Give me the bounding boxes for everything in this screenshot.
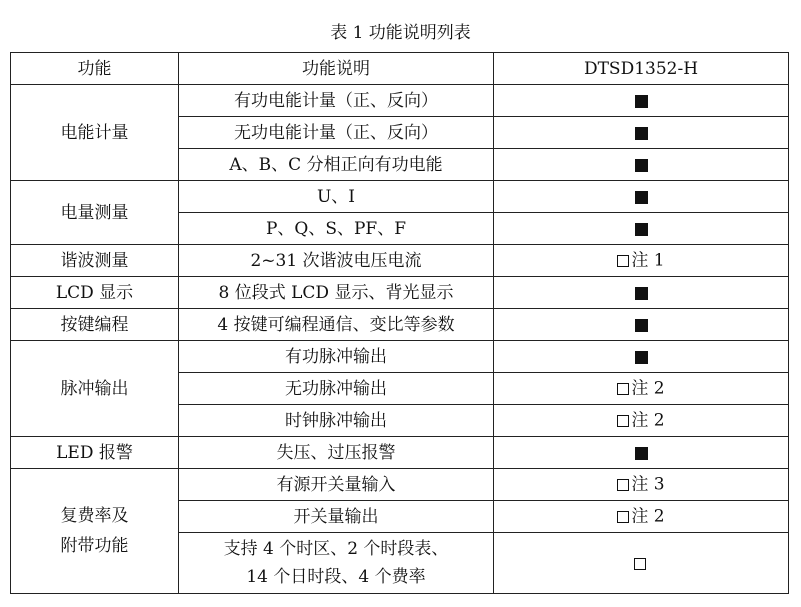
description-cell: 无功脉冲输出 — [179, 373, 494, 405]
table-row — [11, 341, 789, 373]
function-group-cell: 复费率及附带功能 — [11, 469, 179, 594]
supported-mark-icon — [635, 351, 648, 364]
table-caption: 表 1 功能说明列表 — [330, 23, 471, 43]
description-cell: U、I — [179, 181, 494, 213]
support-cell — [494, 245, 789, 277]
support-cell — [494, 405, 789, 437]
optional-mark-icon — [634, 558, 646, 570]
optional-mark-icon — [617, 255, 629, 267]
table-row — [11, 277, 789, 309]
table-row — [11, 469, 789, 501]
description-cell: 支持 4 个时区、2 个时段表、14 个日时段、4 个费率 — [179, 533, 494, 594]
support-cell — [494, 373, 789, 405]
note-label: 注 1 — [631, 250, 665, 271]
description-cell: 有功脉冲输出 — [179, 341, 494, 373]
supported-mark-icon — [635, 287, 648, 300]
support-cell — [494, 501, 789, 533]
table-row — [11, 245, 789, 277]
table-row — [11, 181, 789, 213]
support-cell — [494, 309, 789, 341]
support-cell — [494, 117, 789, 149]
note-label: 注 2 — [631, 378, 665, 399]
description-cell: A、B、C 分相正向有功电能 — [179, 149, 494, 181]
optional-mark-icon — [617, 415, 629, 427]
optional-mark-icon — [617, 511, 629, 523]
note-label: 注 2 — [631, 410, 665, 431]
support-cell — [494, 341, 789, 373]
supported-mark-icon — [635, 447, 648, 460]
header-function: 功能 — [11, 53, 179, 85]
support-cell — [494, 533, 789, 594]
function-group-cell: 脉冲输出 — [11, 341, 179, 437]
description-cell: 有功电能计量（正、反向） — [179, 85, 494, 117]
table-row — [11, 85, 789, 117]
description-cell: 失压、过压报警 — [179, 437, 494, 469]
support-cell — [494, 149, 789, 181]
supported-mark-icon — [635, 159, 648, 172]
description-cell: 无功电能计量（正、反向） — [179, 117, 494, 149]
description-cell: 4 按键可编程通信、变比等参数 — [179, 309, 494, 341]
description-cell: 时钟脉冲输出 — [179, 405, 494, 437]
optional-mark-icon — [617, 479, 629, 491]
header-model: DTSD1352-H — [494, 53, 789, 85]
function-group-cell: 按键编程 — [11, 309, 179, 341]
note-label: 注 2 — [631, 506, 665, 527]
support-cell — [494, 277, 789, 309]
function-group-cell: 电能计量 — [11, 85, 179, 181]
function-group-cell: LED 报警 — [11, 437, 179, 469]
description-cell: 有源开关量输入 — [179, 469, 494, 501]
description-cell: 2~31 次谐波电压电流 — [179, 245, 494, 277]
supported-mark-icon — [635, 95, 648, 108]
function-table — [10, 52, 789, 594]
table-row — [11, 437, 789, 469]
function-group-cell: LCD 显示 — [11, 277, 179, 309]
support-cell — [494, 437, 789, 469]
description-cell: 8 位段式 LCD 显示、背光显示 — [179, 277, 494, 309]
table-row — [11, 309, 789, 341]
supported-mark-icon — [635, 223, 648, 236]
support-cell — [494, 213, 789, 245]
supported-mark-icon — [635, 127, 648, 140]
supported-mark-icon — [635, 319, 648, 332]
support-cell — [494, 85, 789, 117]
optional-mark-icon — [617, 383, 629, 395]
support-cell — [494, 469, 789, 501]
description-cell: 开关量输出 — [179, 501, 494, 533]
description-cell: P、Q、S、PF、F — [179, 213, 494, 245]
header-description: 功能说明 — [179, 53, 494, 85]
support-cell — [494, 181, 789, 213]
table-header-row — [11, 53, 789, 85]
note-label: 注 3 — [631, 474, 665, 495]
supported-mark-icon — [635, 191, 648, 204]
function-group-cell: 电量测量 — [11, 181, 179, 245]
function-group-cell: 谐波测量 — [11, 245, 179, 277]
